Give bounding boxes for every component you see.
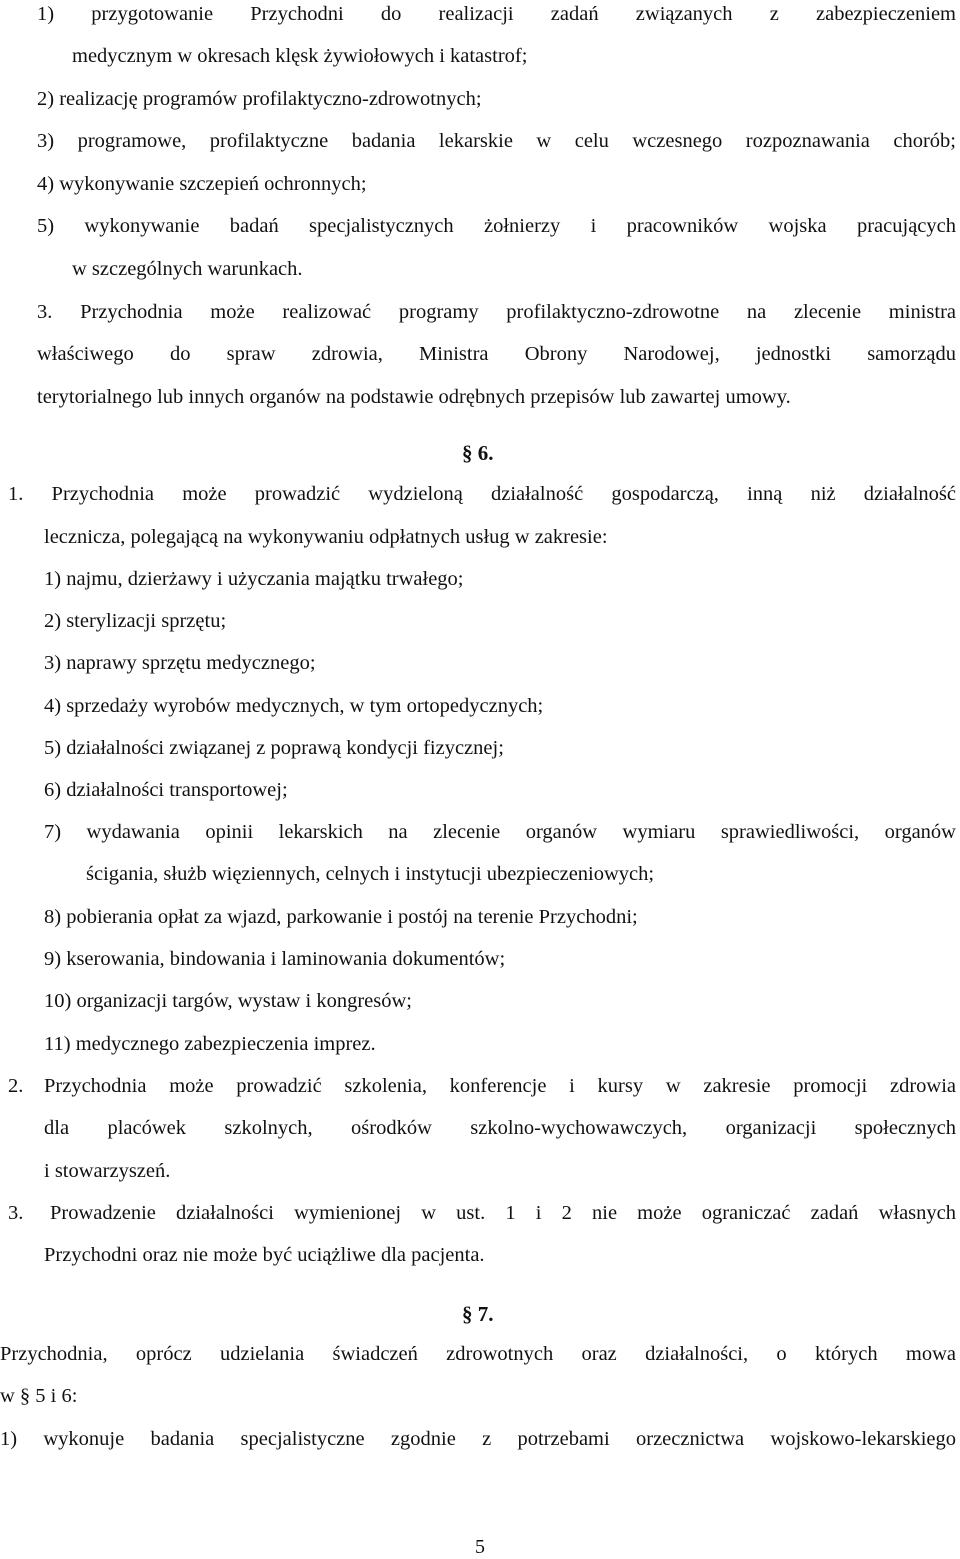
section-heading: § 6. (462, 441, 494, 465)
list-item: 9) kserowania, bindowania i laminowania dokumentów; (44, 948, 506, 970)
paragraph-line: Przychodnia, oprócz udzielania świadczeń zdrowotnych oraz działalności, o których mowa (0, 1343, 956, 1365)
list-item: 5) działalności związanej z poprawą kondycji fizycznej; (44, 737, 504, 759)
list-item-continuation: w szczególnych warunkach. (72, 258, 303, 280)
list-item-continuation: medycznym w okresach klęsk żywiołowych i katastrof; (72, 45, 528, 67)
paragraph-line: Prowadzenie działalności wymienionej w ust. 1 i 2 nie może ograniczać zadań własnych (50, 1202, 956, 1224)
list-item: 1) wykonuje badania specjalistyczne zgodnie z potrzebami orzecznictwa wojskowo-lekarskiego (0, 1428, 956, 1450)
list-item: 11) medycznego zabezpieczenia imprez. (44, 1033, 376, 1055)
section-heading: § 7. (462, 1302, 494, 1326)
paragraph-line: Przychodnia może prowadzić szkolenia, konferencje i kursy w zakresie promocji zdrowia (44, 1075, 956, 1097)
list-item: 3) naprawy sprzętu medycznego; (44, 652, 316, 674)
list-item: 7) wydawania opinii lekarskich na zlecenie organów wymiaru sprawiedliwości, organów (44, 821, 956, 843)
paragraph-line: dla placówek szkolnych, ośrodków szkolno-wychowawczych, organizacji społecznych (44, 1117, 956, 1139)
list-item: 5) wykonywanie badań specjalistycznych żołnierzy i pracowników wojska pracujących (37, 215, 956, 237)
list-item: 8) pobierania opłat za wjazd, parkowanie i postój na terenie Przychodni; (44, 906, 638, 928)
list-item: 4) wykonywanie szczepień ochronnych; (37, 173, 367, 195)
list-item: 10) organizacji targów, wystaw i kongresów; (44, 990, 412, 1012)
list-item: 1) przygotowanie Przychodni do realizacji zadań związanych z zabezpieczeniem (37, 3, 956, 25)
list-item: 2) sterylizacji sprzętu; (44, 610, 227, 632)
paragraph-line: Przychodni oraz nie może być uciążliwe dla pacjenta. (44, 1244, 485, 1266)
paragraph-number: 3. (8, 1202, 24, 1224)
paragraph-line: i stowarzyszeń. (44, 1160, 171, 1182)
paragraph-line: terytorialnego lub innych organów na podstawie odrębnych przepisów lub zawartej umowy. (37, 386, 791, 408)
paragraph-number: 2. (8, 1075, 24, 1097)
paragraph-line: lecznicza, polegającą na wykonywaniu odpłatnych usług w zakresie: (44, 526, 608, 548)
list-item: 3) programowe, profilaktyczne badania lekarskie w celu wczesnego rozpoznawania chorób; (37, 130, 956, 152)
paragraph-line: w § 5 i 6: (0, 1385, 78, 1407)
paragraph-line: właściwego do spraw zdrowia, Ministra Obrony Narodowej, jednostki samorządu (37, 343, 956, 365)
list-item-continuation: ścigania, służb więziennych, celnych i instytucji ubezpieczeniowych; (86, 863, 655, 885)
list-item: 1) najmu, dzierżawy i użyczania majątku trwałego; (44, 568, 464, 590)
list-item: 2) realizację programów profilaktyczno-zdrowotnych; (37, 88, 482, 110)
list-item: 4) sprzedaży wyrobów medycznych, w tym ortopedycznych; (44, 695, 544, 717)
paragraph-line: 3. Przychodnia może realizować programy profilaktyczno-zdrowotne na zlecenie ministra (37, 301, 956, 323)
paragraph-line: 1. Przychodnia może prowadzić wydzieloną działalność gospodarczą, inną niż działalność (8, 483, 956, 505)
page-number: 5 (475, 1536, 485, 1558)
list-item: 6) działalności transportowej; (44, 779, 288, 801)
